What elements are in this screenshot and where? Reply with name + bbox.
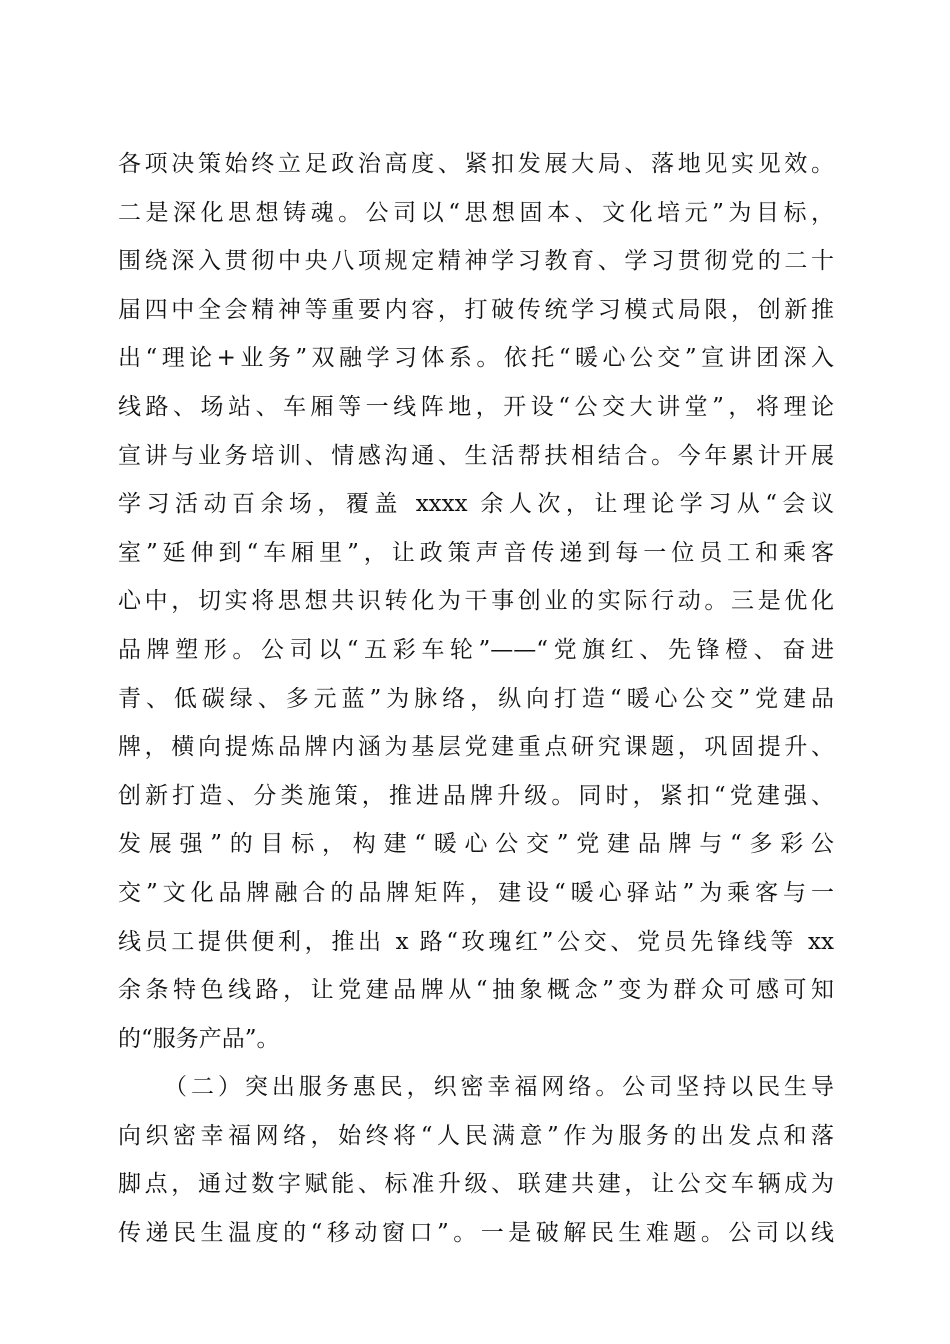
text-line: 围绕深入贯彻中央八项规定精神学习教育、学习贯彻党的二十 (118, 248, 834, 275)
text-line: 学习活动百余场，覆盖 xxxx 余人次，让理论学习从“会议 (118, 491, 834, 518)
text-line: 二是深化思想铸魂。公司以“思想固本、文化培元”为目标， (118, 199, 834, 226)
text-line: 创新打造、分类施策，推进品牌升级。同时，紧扣“党建强、 (118, 782, 834, 809)
text-line: 青、低碳绿、多元蓝”为脉络，纵向打造“暖心公交”党建品 (118, 685, 834, 712)
text-line: 脚点，通过数字赋能、标准升级、联建共建，让公交车辆成为 (118, 1171, 834, 1198)
document-body (118, 140, 834, 1258)
section-heading-line: （二）突出服务惠民，织密幸福网络。公司坚持以民生导 (164, 1074, 834, 1101)
text-line: 发展强”的目标，构建“暖心公交”党建品牌与“多彩公 (118, 831, 834, 858)
text-line: 室”延伸到“车厢里”，让政策声音传递到每一位员工和乘客 (118, 539, 834, 566)
text-line: 心中，切实将思想共识转化为干事创业的实际行动。三是优化 (118, 588, 834, 615)
text-line: 余条特色线路，让党建品牌从“抽象概念”变为群众可感可知 (118, 977, 834, 1004)
text-line: 线路、场站、车厢等一线阵地，开设“公交大讲堂”，将理论 (118, 393, 834, 420)
text-line: 出“理论+业务”双融学习体系。依托“暖心公交”宣讲团深入 (118, 345, 834, 372)
paragraph-2 (118, 1063, 834, 1257)
text-line: 各项决策始终立足政治高度、紧扣发展大局、落地见实见效。 (118, 151, 834, 177)
text-line: 宣讲与业务培训、情感沟通、生活帮扶相结合。今年累计开展 (118, 442, 834, 469)
text-line: 的“服务产品”。 (118, 1025, 280, 1052)
text-line: 交”文化品牌融合的品牌矩阵，建设“暖心驿站”为乘客与一 (118, 879, 834, 906)
paragraph-1 (118, 140, 834, 1063)
text-line: 届四中全会精神等重要内容，打破传统学习模式局限，创新推 (118, 296, 834, 323)
text-line: 传递民生温度的“移动窗口”。一是破解民生难题。公司以线 (118, 1220, 834, 1247)
text-line: 向织密幸福网络，始终将“人民满意”作为服务的出发点和落 (118, 1122, 834, 1149)
text-line: 牌，横向提炼品牌内涵为基层党建重点研究课题，巩固提升、 (118, 734, 834, 761)
text-line: 品牌塑形。公司以“五彩车轮”——“党旗红、先锋橙、奋进 (118, 636, 834, 663)
text-line: 线员工提供便利，推出 x 路“玫瑰红”公交、党员先锋线等 xx (118, 928, 834, 955)
